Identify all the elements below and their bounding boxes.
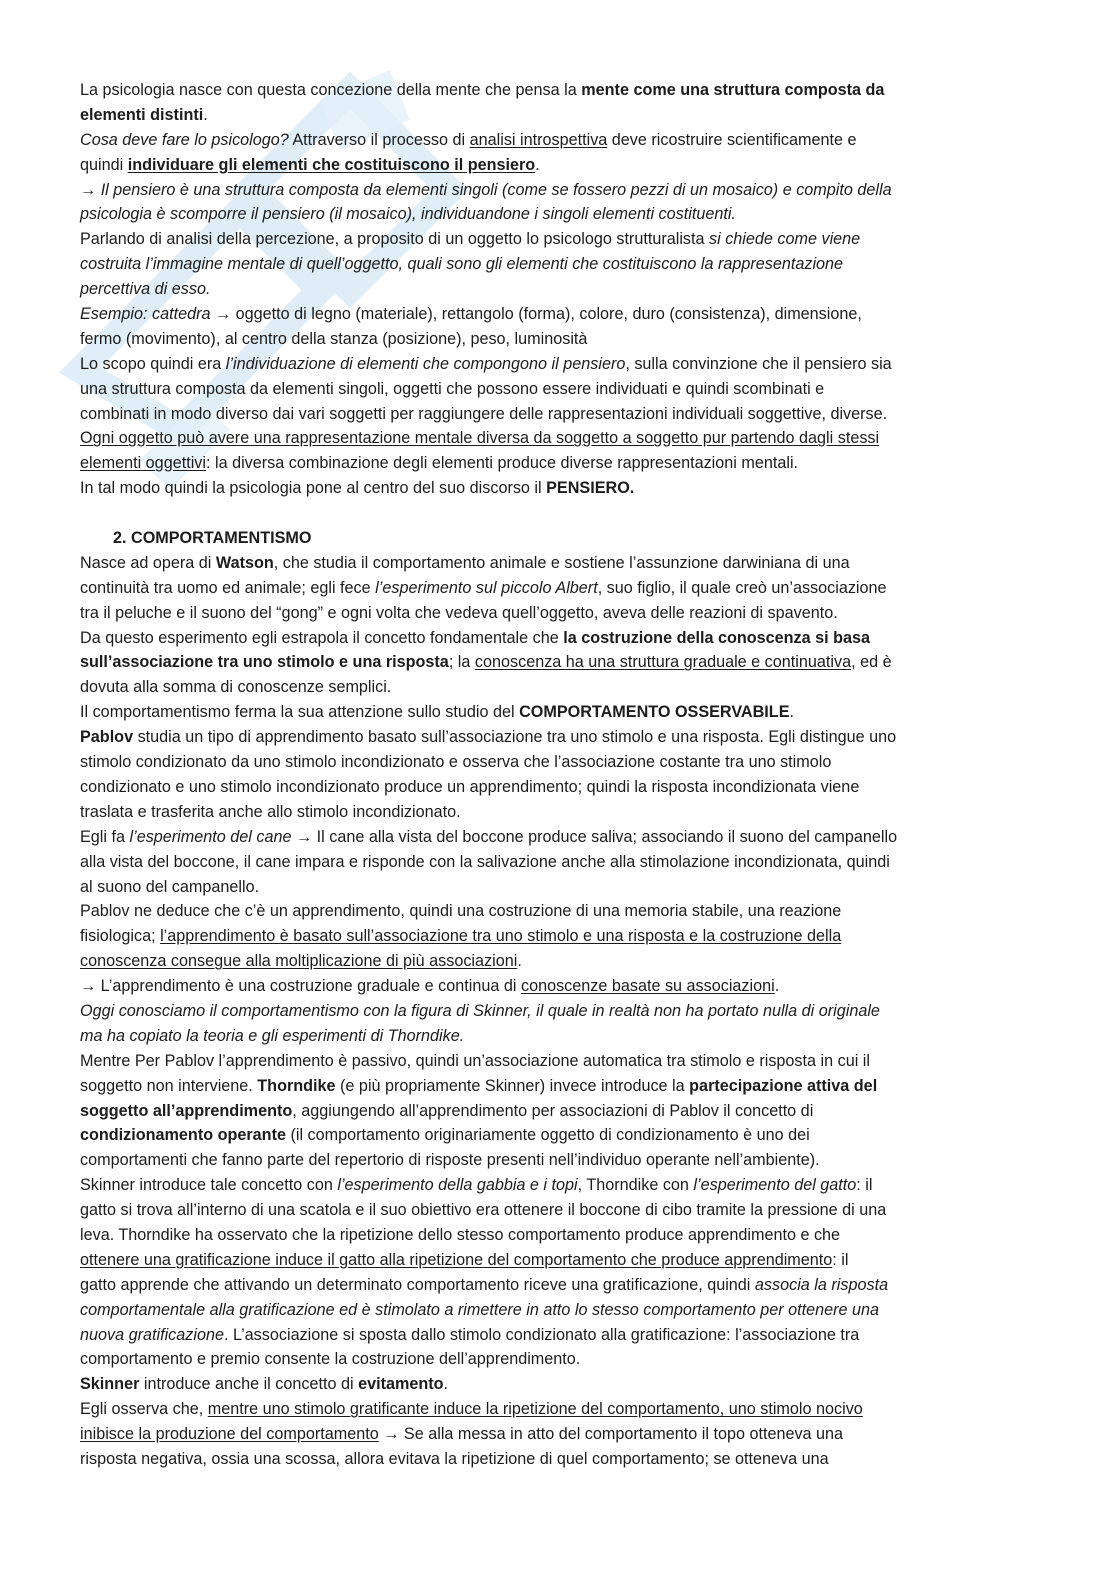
text-run: comportamenti che fanno parte del repertorio di risposte presenti nell’individuo operante nell’ambiente). [80,1151,820,1170]
text-line [80,78,1070,103]
text-line [80,426,1070,451]
text-line [80,725,1070,750]
text-run: sull’associazione tra uno stimolo e una risposta [80,653,449,672]
text-run: Da questo esperimento egli estrapola il concetto fondamentale che [80,628,564,647]
text-run: 2. COMPORTAMENTISMO [113,529,312,548]
text-line [80,1123,1070,1148]
text-line [80,128,1070,153]
text-line [80,899,1070,924]
text-run: In tal modo quindi la psicologia pone al centro del suo discorso il [80,479,547,498]
text-run: Cosa deve fare lo psicologo? [80,130,289,149]
text-line [80,1323,1070,1348]
text-run: leva. Thorndike ha osservato che la ripetizione dello stesso comportamento produce apprendimento e che [80,1225,841,1244]
text-line [80,675,1070,700]
text-run: , che studia il comportamento animale e sostiene l’assunzione darwiniana di una [273,553,850,572]
text-run: (il comportamento originariamente oggetto di condizionamento è uno dei [285,1126,810,1145]
text-run: Mentre Per Pablov l’apprendimento è passivo, quindi un’associazione automatica tra stimolo e risposta in cui il [80,1051,871,1070]
text-run: studia un tipo di apprendimento basato sull’associazione tra uno stimolo e una risposta. Egli distingue uno [133,728,897,747]
text-run: gatto apprende che attivando un determinato comportamento riceve una gratificazione, quindi [80,1275,755,1294]
text-run: mentre uno stimolo gratificante induce la ripetizione del comportamento, uno stimolo nocivo [207,1400,863,1419]
text-run: partecipazione attiva del [689,1076,878,1095]
text-run: risposta negativa, ossia una scossa, allora evitava la ripetizione di quel comportamento; se otteneva una [80,1449,829,1468]
text-run: inibisce la produzione del comportamento [80,1425,379,1444]
text-run: quindi [80,155,128,174]
text-run: (e più propriamente Skinner) invece introduce la [335,1076,690,1095]
text-line [80,1397,1070,1422]
text-run: → oggetto di legno (materiale), rettangolo (forma), colore, duro (consistenza), dimensione, [210,305,862,324]
text-line [80,1024,1070,1049]
text-run: Lo scopo quindi era [80,354,226,373]
text-run: fisiologica; [80,927,161,946]
text-run: associa la risposta [754,1275,889,1294]
text-run: traslata e trasferita anche allo stimolo incondizionato. [80,802,461,821]
text-line [80,1298,1070,1323]
text-run: → [80,180,101,199]
text-run: deve ricostruire scientificamente e [607,130,857,149]
text-line [80,700,1070,725]
text-line [80,626,1070,651]
text-run: l’esperimento del gatto [693,1176,857,1195]
text-run: gatto si trova all’interno di una scatola e il suo obiettivo era ottenere il boccone di cibo tramite la pressione di una [80,1201,887,1220]
text-line [80,601,1070,626]
text-line [80,202,1070,227]
text-run: tra il peluche e il suono del “gong” e ogni volta che vedeva quell’oggetto, aveva delle reazioni di spavento. [80,603,838,622]
text-run: comportamento e premio consente la costruzione dell’apprendimento. [80,1350,581,1369]
text-line [80,252,1070,277]
text-run: Oggi conosciamo il comportamentismo con la figura di Skinner, il quale in realtà non ha portato nulla di originale [80,1001,880,1020]
text-run: Ogni oggetto può avere una rappresentazione mentale diversa da soggetto a soggetto pur partendo dagli stessi [80,429,880,448]
text-run: comportamentale alla gratificazione ed è stimolato a rimettere in atto lo stesso comportamento per ottenere una [80,1300,880,1319]
text-run: psicologia è scomporre il pensiero (il mosaico), individuandone i singoli elementi costituenti. [80,205,736,224]
section-heading [80,526,1070,551]
text-run: . [203,105,208,124]
text-line [80,825,1070,850]
text-run: elementi oggettivi [80,454,206,473]
text-run: , aggiungendo all’apprendimento per associazioni di Pablov il concetto di [292,1101,814,1120]
text-line [80,875,1070,900]
text-line [80,1099,1070,1124]
text-line [80,1422,1070,1447]
text-run: , sulla convinzione che il pensiero sia [625,354,892,373]
text-line [80,650,1070,675]
text-line [80,800,1070,825]
text-run: Attraverso il processo di [288,130,470,149]
text-run: al suono del campanello. [80,877,260,896]
text-line [80,1347,1070,1372]
text-run: conoscenza consegue alla moltiplicazione di più associazioni [80,952,518,971]
text-line [80,227,1070,252]
text-run: l’individuazione di elementi che compongono il pensiero [225,354,626,373]
text-run: . [774,977,780,996]
text-line [80,1074,1070,1099]
text-run: Egli fa [80,827,130,846]
text-line [80,1372,1070,1397]
text-line [80,974,1070,999]
text-run: Nasce ad opera di [80,553,216,572]
text-line [80,999,1070,1024]
text-run: continuità tra uomo ed animale; egli fece [80,578,376,597]
text-line [80,775,1070,800]
text-run: fermo (movimento), al centro della stanza (posizione), peso, luminosità [80,329,588,348]
text-run: costruita l’immagine mentale di quell’oggetto, quali sono gli elementi che costituiscono la rappresentazione [80,255,844,274]
text-run: ; la [448,653,475,672]
text-line [80,103,1070,128]
text-run: . [443,1375,449,1394]
text-run: Il comportamentismo ferma la sua attenzione sullo studio del [80,703,520,722]
text-run: Esempio: cattedra [80,305,211,324]
text-run: Pablov ne deduce che c’è un apprendimento, quindi una costruzione di una memoria stabile, una reazione [80,902,842,921]
text-line [80,924,1070,949]
text-run: introduce anche il concetto di [139,1375,359,1394]
text-run: l’esperimento della gabbia e i topi [337,1176,578,1195]
text-run: Watson [215,553,274,572]
text-run: una struttura composta da elementi singoli, oggetti che possono essere individuati e quindi scombinati e [80,379,825,398]
text-line [80,352,1070,377]
text-line [80,451,1070,476]
text-run: soggetto non interviene. [80,1076,258,1095]
text-line [80,1173,1070,1198]
text-run: COMPORTAMENTO OSSERVABILE [519,703,790,722]
text-run: Il pensiero è una struttura composta da elementi singoli (come se fossero pezzi di un mosaico) e compito della [100,180,892,199]
blank-line [80,501,1070,526]
text-run: : il [856,1176,873,1195]
text-run: Thorndike [257,1076,336,1095]
text-run: l’apprendimento è basato sull’associazione tra uno stimolo e una risposta e la costruzione della [160,927,842,946]
text-run: si chiede come viene [709,230,861,249]
text-run: . [517,952,522,971]
text-run: Egli osserva che, [80,1400,208,1419]
text-run: Skinner [80,1375,140,1394]
text-line [80,551,1070,576]
text-run: → Se alla messa in atto del comportamento il topo otteneva una [378,1425,844,1444]
text-run: condizionamento operante [80,1126,286,1145]
text-body [80,78,1070,1472]
text-line [80,850,1070,875]
text-run: . [789,703,794,722]
text-run: stimolo condizionato da uno stimolo incondizionato e osserva che l’associazione costante tra uno stimolo [80,753,832,772]
text-run: : la diversa combinazione degli elementi produce diverse rappresentazioni mentali. [205,454,799,473]
text-line [80,402,1070,427]
text-run: individuare gli elementi che costituiscono il pensiero [127,155,536,174]
text-line [80,476,1070,501]
text-line [80,576,1070,601]
text-line [80,1148,1070,1173]
text-line [80,949,1070,974]
text-run: , Thorndike con [577,1176,694,1195]
text-run: La psicologia nasce con questa concezione della mente che pensa la [80,81,582,99]
text-run: l’esperimento del cane [129,827,292,846]
text-run: dovuta alla somma di conoscenze semplici. [80,678,392,697]
text-run: l’esperimento sul piccolo Albert [375,578,598,597]
text-run: mente come una struttura composta da [581,81,885,99]
text-run: . [535,155,540,174]
text-run: conoscenze basate su associazioni [520,977,775,996]
text-line [80,1198,1070,1223]
text-line [80,277,1070,302]
text-run: evitamento [358,1375,444,1394]
text-run: → L’apprendimento è una costruzione graduale e continua di [80,977,521,996]
text-line [80,1223,1070,1248]
text-line [80,178,1070,203]
text-run: ma ha copiato la teoria e gli esperimenti di Thorndike. [80,1026,465,1045]
text-run: alla vista del boccone, il cane impara e risponde con la salivazione anche alla stimolazione incondizionata, quindi [80,852,890,871]
text-line [80,1273,1070,1298]
text-line [80,302,1070,327]
text-run: . L’associazione si sposta dallo stimolo condizionato alla gratificazione: l’associazione tra [223,1325,860,1344]
text-run: → Il cane alla vista del boccone produce saliva; associando il suono del campanello [291,827,898,846]
text-run: analisi introspettiva [469,130,608,149]
text-run: nuova gratificazione [80,1325,224,1344]
text-run: elementi distinti [80,105,204,124]
text-run: Pablov [80,728,134,747]
text-run: combinati in modo diverso dai vari soggetti per raggiungere delle rappresentazioni individuali soggettive, diverse. [80,404,888,423]
text-run: , ed è [851,653,892,672]
text-line [80,153,1070,178]
text-line [80,1248,1070,1273]
text-run: percettiva di esso. [80,280,211,299]
text-run: ottenere una gratificazione induce il gatto alla ripetizione del comportamento che produce apprendimento [80,1250,833,1269]
text-run: , suo figlio, il quale creò un’associazione [597,578,887,597]
text-line [80,1049,1070,1074]
text-run: conoscenza ha una struttura graduale e continuativa [474,653,852,672]
text-run: condizionato e uno stimolo incondizionato produce un apprendimento; quindi la risposta incondizionata viene [80,777,860,796]
text-run: la costruzione della conoscenza si basa [563,628,871,647]
text-line [80,377,1070,402]
text-run: PENSIERO. [546,479,635,498]
text-line [80,750,1070,775]
text-line [80,1447,1070,1472]
text-run: Skinner introduce tale concetto con [80,1176,338,1195]
text-line [80,327,1070,352]
text-run: soggetto all’apprendimento [80,1101,293,1120]
text-run: : il [832,1250,849,1269]
text-run: Parlando di analisi della percezione, a proposito di un oggetto lo psicologo strutturalista [80,230,710,249]
